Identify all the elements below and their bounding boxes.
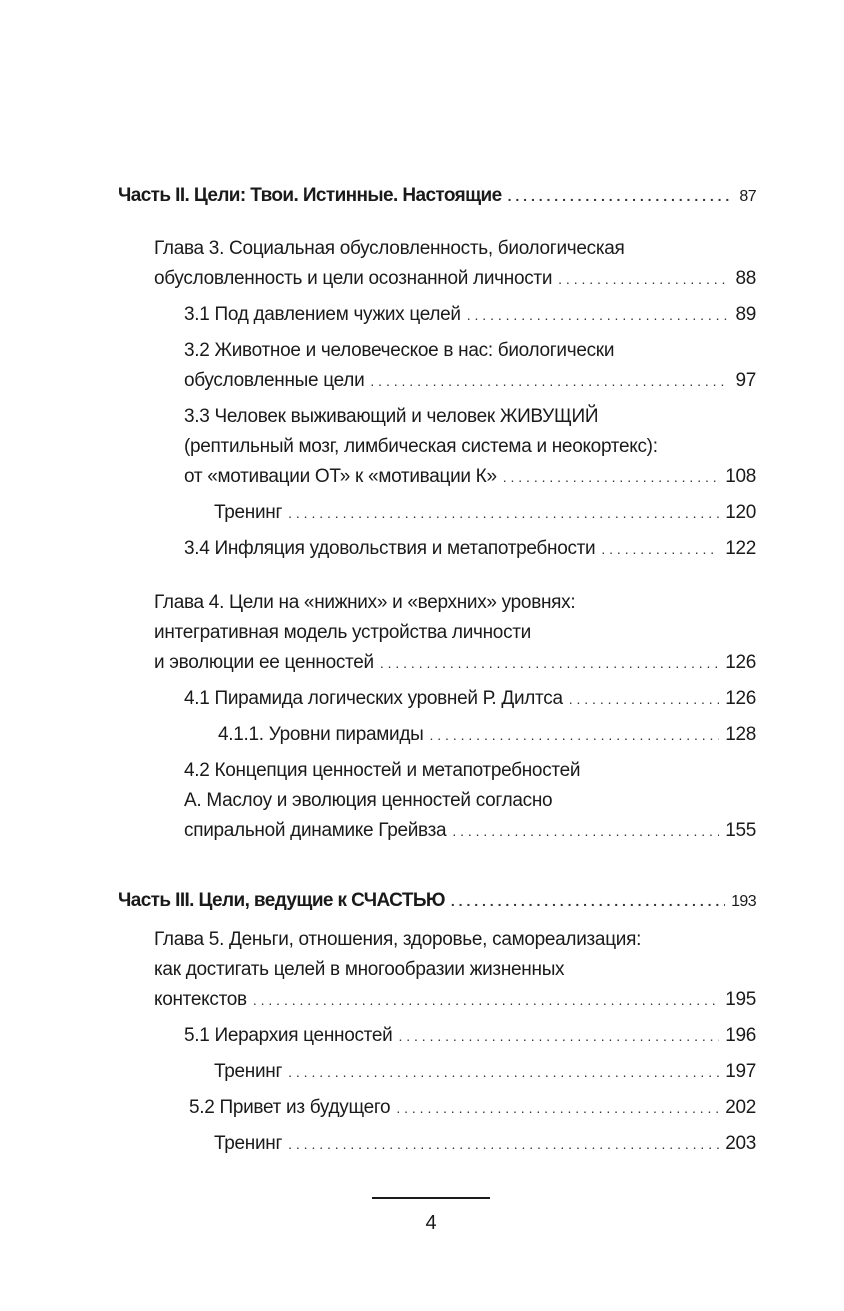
toc-entry-training-1: [214, 498, 756, 528]
toc-entry-title: обусловленность и цели осознанной личности: [154, 268, 553, 289]
toc-entry-section-3-2: [184, 336, 756, 396]
page-number: 4: [425, 1212, 437, 1234]
toc-entry-title: Глава 5. Деньги, отношения, здоровье, самореализация:: [154, 929, 642, 950]
toc-entry-section-4-1-1: [218, 720, 756, 750]
toc-entry-part-3: [118, 886, 756, 917]
dot-leader: [370, 366, 729, 396]
toc-page-number: 97: [735, 370, 756, 391]
toc-entry-title: 5.2 Привет из будущего: [189, 1097, 391, 1118]
toc-entry-title: и эволюции ее ценностей: [154, 652, 374, 673]
toc-page-number: 87: [739, 188, 756, 205]
toc-entry-section-4-2: [184, 756, 756, 846]
toc-page-number: 195: [725, 989, 756, 1010]
toc-entry-section-5-2: [189, 1093, 756, 1123]
toc-entry-training-2: [214, 1057, 756, 1087]
toc-entry-part-2: [118, 181, 756, 212]
toc-entry-title: 3.2 Животное и человеческое в нас: биологически: [184, 340, 615, 361]
toc-entry-chapter-4: [154, 588, 756, 678]
toc-entry-title: 3.3 Человек выживающий и человек ЖИВУЩИЙ: [184, 406, 599, 427]
toc-entry-title: интегративная модель устройства личности: [154, 622, 531, 643]
dot-leader: [288, 1057, 719, 1087]
toc-entry-title: Глава 3. Социальная обусловленность, биологическая: [154, 238, 625, 259]
toc-entry-title: Глава 4. Цели на «нижних» и «верхних» уровнях:: [154, 592, 576, 613]
toc-entry-title: спиральной динамике Грейвза: [184, 820, 447, 841]
toc-page-number: 193: [731, 893, 756, 910]
dot-leader: [396, 1093, 719, 1123]
dot-leader: [380, 648, 719, 678]
toc-entry-section-5-1: [184, 1021, 756, 1051]
toc-entry-title: 5.1 Иерархия ценностей: [184, 1025, 393, 1046]
dot-leader: [569, 684, 719, 714]
toc-entry-title: 3.1 Под давлением чужих целей: [184, 304, 461, 325]
toc-entry-title: 3.4 Инфляция удовольствия и метапотребности: [184, 538, 596, 559]
toc-page-number: 89: [735, 304, 756, 325]
toc-entry-title: как достигать целей в многообразии жизненных: [154, 959, 565, 980]
toc-page-number: 202: [725, 1097, 756, 1118]
toc-page-number: 203: [725, 1133, 756, 1154]
dot-leader: [601, 534, 719, 564]
toc-entry-title: Часть III. Цели, ведущие к СЧАСТЬЮ: [118, 890, 445, 911]
toc-page-number: 126: [725, 688, 756, 709]
toc-entry-section-4-1: [184, 684, 756, 714]
toc-page-number: 88: [735, 268, 756, 289]
toc-entry-title: от «мотивации ОТ» к «мотивации К»: [184, 466, 497, 487]
dot-leader: [253, 985, 719, 1015]
toc-entry-title: Тренинг: [214, 1061, 283, 1082]
toc-page-number: 155: [725, 820, 756, 841]
toc-page-number: 128: [725, 724, 756, 745]
toc-entry-chapter-3: [154, 234, 756, 294]
dot-leader: [398, 1021, 719, 1051]
toc-page-number: 122: [725, 538, 756, 559]
toc-page-number: 108: [725, 466, 756, 487]
dot-leader: [288, 498, 719, 528]
dot-leader: [452, 816, 719, 846]
toc-page-number: 197: [725, 1061, 756, 1082]
toc-entry-title: 4.2 Концепция ценностей и метапотребностей: [184, 760, 581, 781]
toc-page-number: 126: [725, 652, 756, 673]
dot-leader: [467, 300, 730, 330]
dot-leader: [451, 886, 725, 916]
toc-entry-title: 4.1.1. Уровни пирамиды: [218, 724, 424, 745]
toc-entry-title: А. Маслоу и эволюция ценностей согласно: [184, 790, 553, 811]
toc-entry-title: обусловленные цели: [184, 370, 365, 391]
dot-leader: [503, 462, 719, 492]
toc-entry-training-3: [214, 1129, 756, 1159]
toc-page-number: 120: [725, 502, 756, 523]
toc-entry-section-3-1: [184, 300, 756, 330]
toc-entry-title: Тренинг: [214, 502, 283, 523]
dot-leader: [508, 181, 734, 211]
toc-entry-chapter-5: [154, 925, 756, 1015]
toc-entry-title: 4.1 Пирамида логических уровней Р. Дилтса: [184, 688, 563, 709]
dot-leader: [430, 720, 720, 750]
toc-entry-title: Тренинг: [214, 1133, 283, 1154]
toc-entry-section-3-4: [184, 534, 756, 564]
dot-leader: [288, 1129, 719, 1159]
toc-entry-title: (рептильный мозг, лимбическая система и неокортекс):: [184, 436, 658, 457]
toc-page-number: 196: [725, 1025, 756, 1046]
toc-entry-section-3-3: [184, 402, 756, 492]
footer-rule: [372, 1197, 490, 1199]
dot-leader: [558, 264, 729, 294]
toc-entry-title: Часть II. Цели: Твои. Истинные. Настоящие: [118, 185, 502, 206]
toc-entry-title: контекстов: [154, 989, 247, 1010]
